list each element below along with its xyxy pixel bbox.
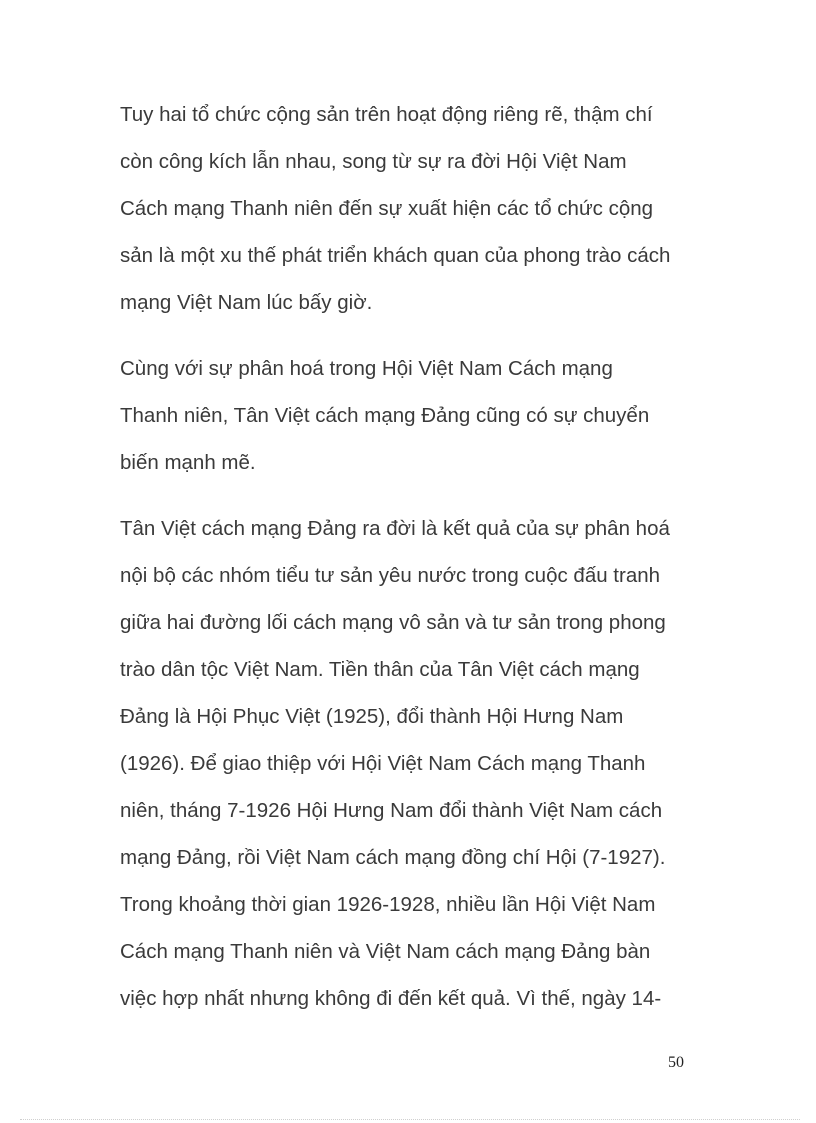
- footer-divider: [20, 1119, 800, 1120]
- text-line: Đảng là Hội Phục Việt (1925), đổi thành Hội Hưng Nam: [120, 705, 624, 728]
- text-line: Tân Việt cách mạng Đảng ra đời là kết quả của sự phân hoá: [120, 517, 670, 540]
- text-line: Cách mạng Thanh niên đến sự xuất hiện các tổ chức cộng: [120, 197, 654, 220]
- text-line: Thanh niên, Tân Việt cách mạng Đảng cũng có sự chuyển: [120, 404, 650, 427]
- text-line: Trong khoảng thời gian 1926-1928, nhiều lần Hội Việt Nam: [120, 893, 656, 916]
- page-number: 50: [668, 1054, 684, 1071]
- text-line: giữa hai đường lối cách mạng vô sản và tư sản trong phong: [120, 611, 666, 634]
- text-line: còn công kích lẫn nhau, song từ sự ra đời Hội Việt Nam: [120, 150, 627, 173]
- text-line: sản là một xu thế phát triển khách quan của phong trào cách: [120, 244, 671, 267]
- text-line: nội bộ các nhóm tiểu tư sản yêu nước trong cuộc đấu tranh: [120, 564, 661, 587]
- paragraph-3: [120, 505, 710, 1022]
- text-line: biến mạnh mẽ.: [120, 451, 256, 474]
- text-line: Cùng với sự phân hoá trong Hội Việt Nam Cách mạng: [120, 357, 613, 380]
- text-line: mạng Việt Nam lúc bấy giờ.: [120, 291, 373, 314]
- text-line: trào dân tộc Việt Nam. Tiền thân của Tân Việt cách mạng: [120, 658, 640, 681]
- text-line: Cách mạng Thanh niên và Việt Nam cách mạng Đảng bàn: [120, 940, 651, 963]
- paragraph-2: [120, 345, 710, 486]
- text-line: Tuy hai tổ chức cộng sản trên hoạt động riêng rẽ, thậm chí: [120, 103, 653, 126]
- text-line: việc hợp nhất nhưng không đi đến kết quả. Vì thế, ngày 14-: [120, 987, 662, 1010]
- text-line: (1926). Để giao thiệp với Hội Việt Nam Cách mạng Thanh: [120, 752, 646, 775]
- text-line: mạng Đảng, rồi Việt Nam cách mạng đồng chí Hội (7-1927).: [120, 846, 666, 869]
- page-body: [120, 91, 710, 1022]
- paragraph-1: [120, 91, 710, 326]
- text-line: niên, tháng 7-1926 Hội Hưng Nam đổi thành Việt Nam cách: [120, 799, 663, 822]
